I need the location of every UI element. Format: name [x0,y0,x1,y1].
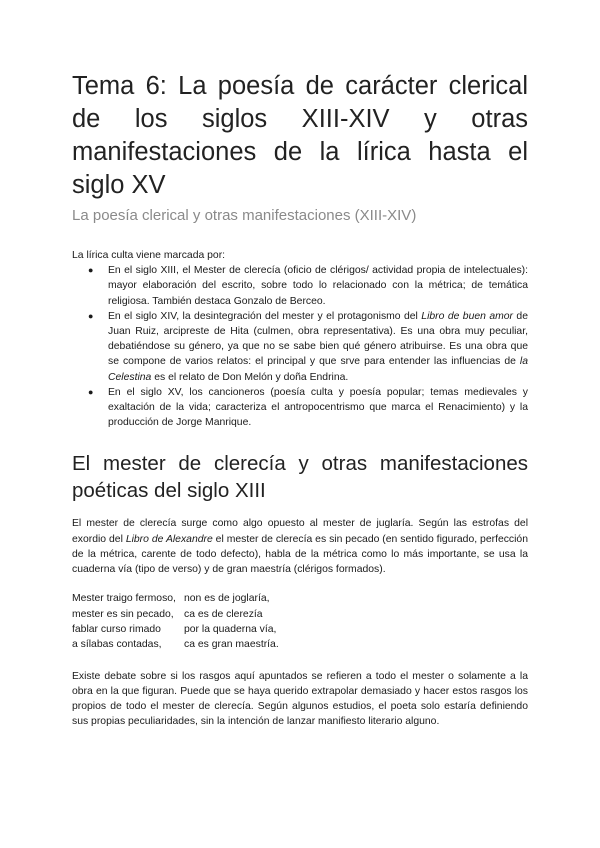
bullet-text: es el relato de Don Melón y doña Endrina. [151,371,349,383]
poem-hemistich: ca es de clerezía [184,608,263,620]
poem-hemistich: non es de joglaría, [184,593,270,605]
poem-line [72,591,528,606]
book-title: Libro de Alexandre [125,533,213,545]
poem-hemistich: ca es gran maestría. [184,639,279,651]
list-item [72,385,528,431]
bullet-list [72,263,528,430]
book-title: la Celestina [108,356,528,383]
bullet-text: En el siglo XIII, el Mester de clerecía (oficio de clérigos/ actividad propia de intelectuales): mayor elaboración del escrito, sobre todo lo relacionado con la métrica; de temática religiosa. También destaca Gonzalo de Berceo. [108,265,528,307]
intro-paragraph: La lírica culta viene marcada por: [72,250,226,261]
poem-hemistich: por la quaderna vía, [184,624,277,636]
poem-hemistich: mester es sin pecado, [72,608,174,620]
poem-line [72,637,528,652]
section-heading: El mester de clerecía y otras manifestaciones poéticas del siglo XIII [72,452,528,503]
bullet-text: de Juan Ruiz, arcipreste de Hita (culmen, obra representativa). Es una obra muy peculiar, debatiéndose su género, ya que no se sabe bien qué género atribuirse. Es una obra que se compone de varios relatos: el principal y que srve para entender las influencias de [108,310,528,368]
paragraph-text: el mester de clerecía es sin pecado (en sentido figurado, perfección de la métrica, carente de todo defecto), habla de la métrica como lo más importante, se usa la cuaderna vía (tipo de verso) y de gran maestría (clérigos formados). [72,533,528,576]
poem-hemistich: fablar curso rimado [72,624,161,636]
paragraph-text: El mester de clerecía surge como algo opuesto al mester de juglaría. Según las estrofas del exordio del [72,518,528,545]
bullet-text: En el siglo XV, los cancioneros (poesía culta y poesía popular; temas medievales y exaltación de la vida; caracteriza el antropocentrismo que marca el Renacimiento) y la producción de Jorge Manrique. [108,386,528,429]
document-page [72,70,528,730]
page-title: Tema 6: La poesía de carácter clerical de los siglos XIII-XIV y otras manifestaciones de la lírica hasta el siglo XV [72,72,528,199]
section-paragraph [72,516,528,577]
page-subtitle: La poesía clerical y otras manifestaciones (XIII-XIV) [72,207,417,224]
bullet-icon: ● [88,310,94,321]
poem-hemistich: a sílabas contadas, [72,639,162,651]
list-item [72,309,528,385]
poem-line [72,607,528,622]
poem-block [72,591,528,653]
poem-hemistich: Mester traigo fermoso, [72,593,176,605]
bullet-icon: ● [88,265,94,276]
section-paragraph: Existe debate sobre si los rasgos aquí apuntados se refieren a todo el mester o solamente a la obra en la que figuran. Puede que se haya querido extrapolar demasiado y hacer estos rasgos los propios de todo el mester de clerecía. Según algunos estudios, el poeta solo estaría definiendo sus propias peculiaridades, sin la intención de lanzar manifiesto literario alguno. [72,670,528,728]
bullet-icon: ● [88,386,94,397]
bullet-text: En el siglo XIV, la desintegración del mester y el protagonismo del [108,310,422,322]
list-item [72,263,528,309]
book-title: Libro de buen amor [421,310,514,322]
poem-line [72,622,528,637]
